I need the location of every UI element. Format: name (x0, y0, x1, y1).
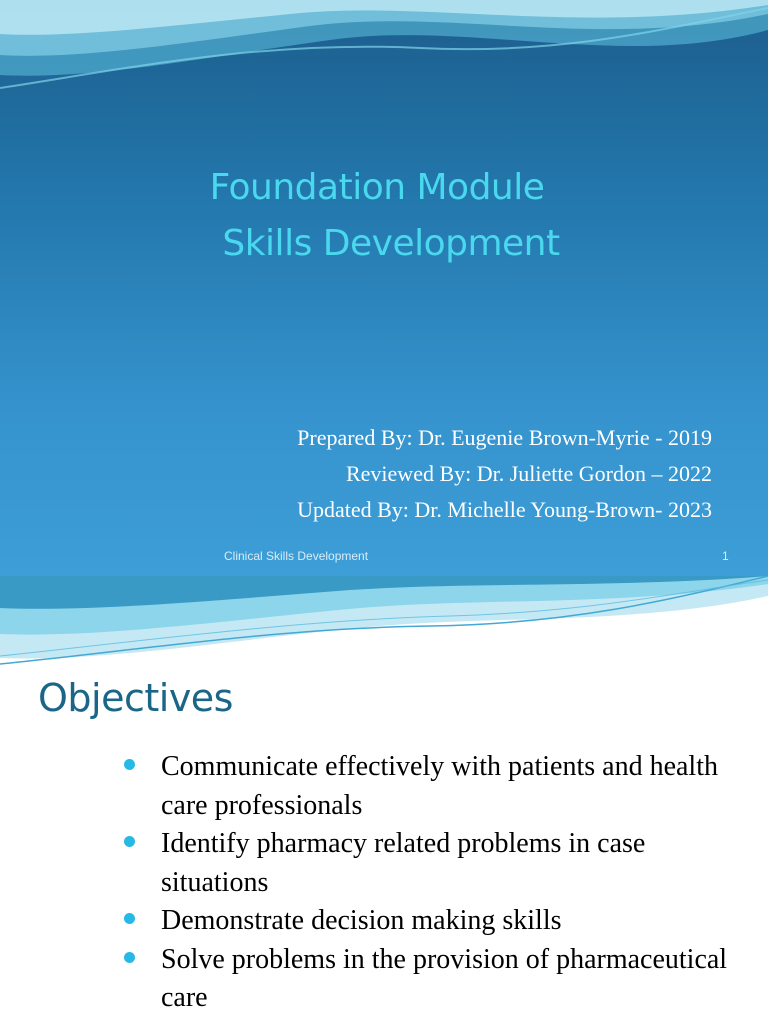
bullet-icon (124, 913, 135, 924)
credit-reviewed: Reviewed By: Dr. Juliette Gordon – 2022 (345, 461, 712, 486)
objectives-wave-decoration (0, 576, 768, 676)
slide-footer: Clinical Skills Development (224, 549, 369, 563)
objectives-list (0, 748, 768, 1018)
title-line-2: Skills Development (222, 223, 560, 264)
objectives-slide (0, 576, 768, 1024)
bullet-icon (124, 759, 135, 770)
list-item-text: Demonstrate decision making skills (161, 905, 562, 936)
list-item-text: Solve problems in the provision of pharmaceutical care (161, 943, 728, 1013)
list-item (0, 902, 768, 941)
list-item (0, 748, 768, 825)
bullet-icon (124, 836, 135, 847)
header-wave-decoration (0, 0, 768, 110)
objectives-title: Objectives (38, 676, 233, 720)
bullet-icon (124, 952, 135, 963)
list-item (0, 941, 768, 1018)
credit-prepared: Prepared By: Dr. Eugenie Brown-Myrie - 2019 (297, 425, 712, 450)
slide-number: 1 (722, 549, 729, 563)
list-item-text: Communicate effectively with patients and health care professionals (161, 751, 718, 821)
list-item-text: Identify pharmacy related problems in case situations (161, 828, 646, 898)
credits-block (297, 420, 712, 528)
list-item (0, 825, 768, 902)
slide-title (0, 160, 768, 272)
credit-updated: Updated By: Dr. Michelle Young-Brown- 2023 (297, 497, 712, 522)
title-line-1: Foundation Module (209, 167, 545, 208)
